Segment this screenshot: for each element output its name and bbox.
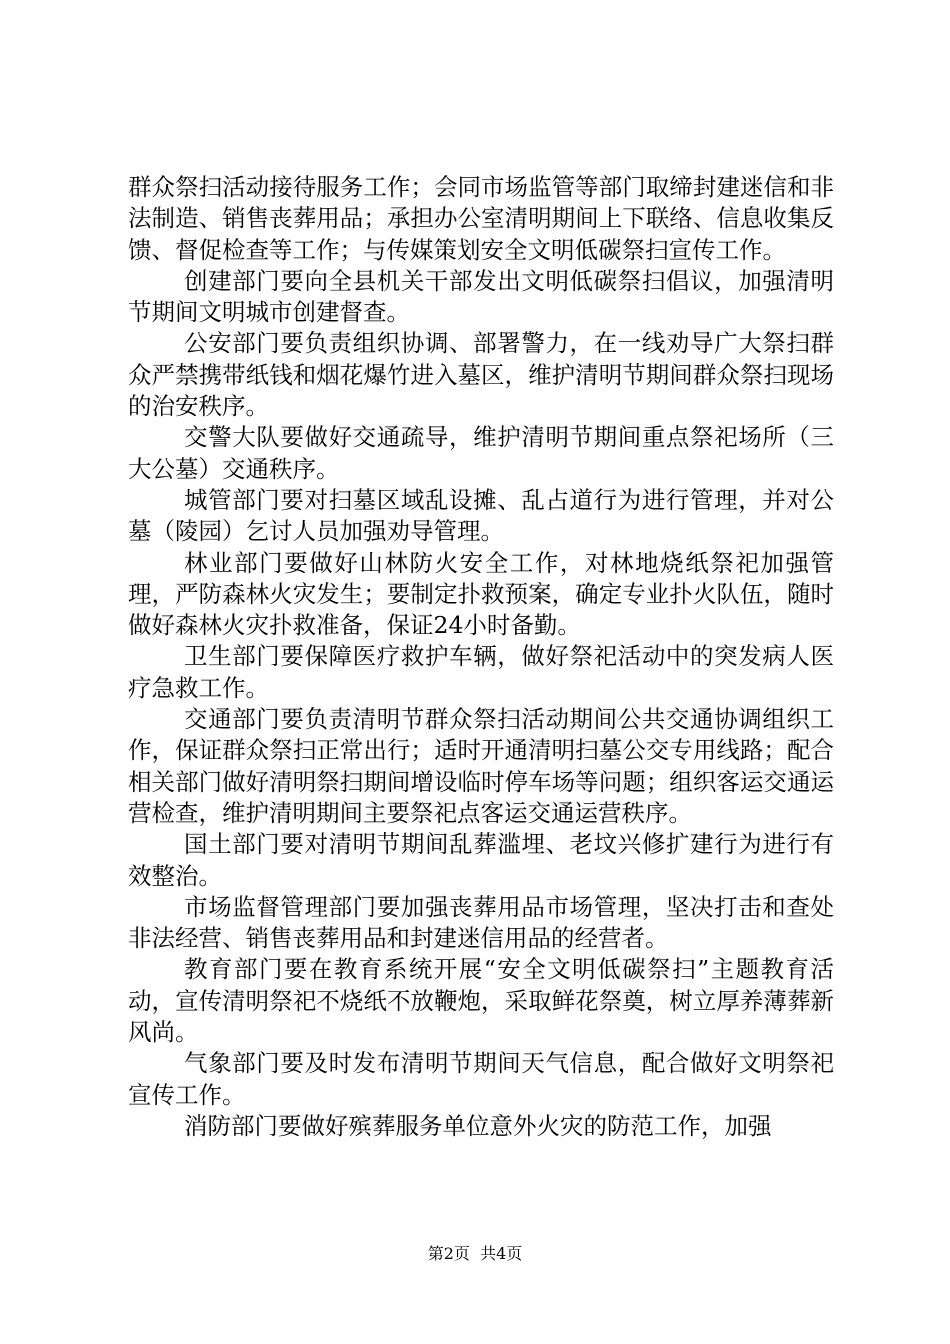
body-paragraph: 消防部门要做好殡葬服务单位意外火灾的防范工作，加强 (184, 1111, 772, 1140)
footer-separator (470, 1244, 480, 1263)
body-paragraph: 城管部门要对扫墓区域乱设摊、乱占道行为进行管理，并对公墓（陵园）乞讨人员加强劝导管理。 (128, 485, 834, 546)
body-paragraph: 群众祭扫活动接待服务工作；会同市场监管等部门取缔封建迷信和非法制造、销售丧葬用品；承担办公室清明期间上下联络、信息收集反馈、督促检查等工作；与传媒策划安全文明低碳祭扫宣传工作。 (128, 173, 834, 264)
body-paragraph: 教育部门要在教育系统开展“安全文明低碳祭扫”主题教育活动，宣传清明祭祀不烧纸不放鞭炮，采取鲜花祭奠，树立厚养薄葬新风尚。 (128, 955, 834, 1047)
body-paragraph: 国土部门要对清明节期间乱葬滥埋、老坟兴修扩建行为进行有效整治。 (128, 830, 834, 890)
body-paragraph: 市场监督管理部门要加强丧葬用品市场管理，坚决打击和查处非法经营、销售丧葬用品和封建迷信用品的经营者。 (128, 892, 834, 953)
body-paragraph: 林业部门要做好山林防火安全工作，对林地烧纸祭祀加强管理，严防森林火灾发生；要制定扑救预案，确定专业扑火队伍，随时做好森林火灾扑救准备，保证24小时备勤。 (128, 548, 834, 640)
page-footer (0, 1244, 950, 1264)
total-page-count: 共4页 (480, 1244, 523, 1263)
current-page-number: 第2页 (427, 1244, 470, 1263)
body-paragraph: 卫生部门要保障医疗救护车辆，做好祭祀活动中的突发病人医疗急救工作。 (128, 642, 834, 702)
body-paragraph: 交警大队要做好交通疏导，维护清明节期间重点祭祀场所（三大公墓）交通秩序。 (128, 423, 834, 483)
body-paragraph: 公安部门要负责组织协调、部署警力，在一线劝导广大祭扫群众严禁携带纸钱和烟花爆竹进入墓区，维护清明节期间群众祭扫现场的治安秩序。 (128, 329, 834, 421)
body-paragraph: 交通部门要负责清明节群众祭扫活动期间公共交通协调组织工作，保证群众祭扫正常出行；适时开通清明扫墓公交专用线路；配合相关部门做好清明祭扫期间增设临时停车场等问题；组织客运交通运营检查，维护清明期间主要祭祀点客运交通运营秩序。 (128, 705, 834, 827)
body-paragraph: 创建部门要向全县机关干部发出文明低碳祭扫倡议，加强清明节期间文明城市创建督查。 (128, 266, 834, 327)
body-paragraph: 气象部门要及时发布清明节期间天气信息，配合做好文明祭祀宣传工作。 (128, 1049, 834, 1109)
document-body (128, 172, 834, 1142)
